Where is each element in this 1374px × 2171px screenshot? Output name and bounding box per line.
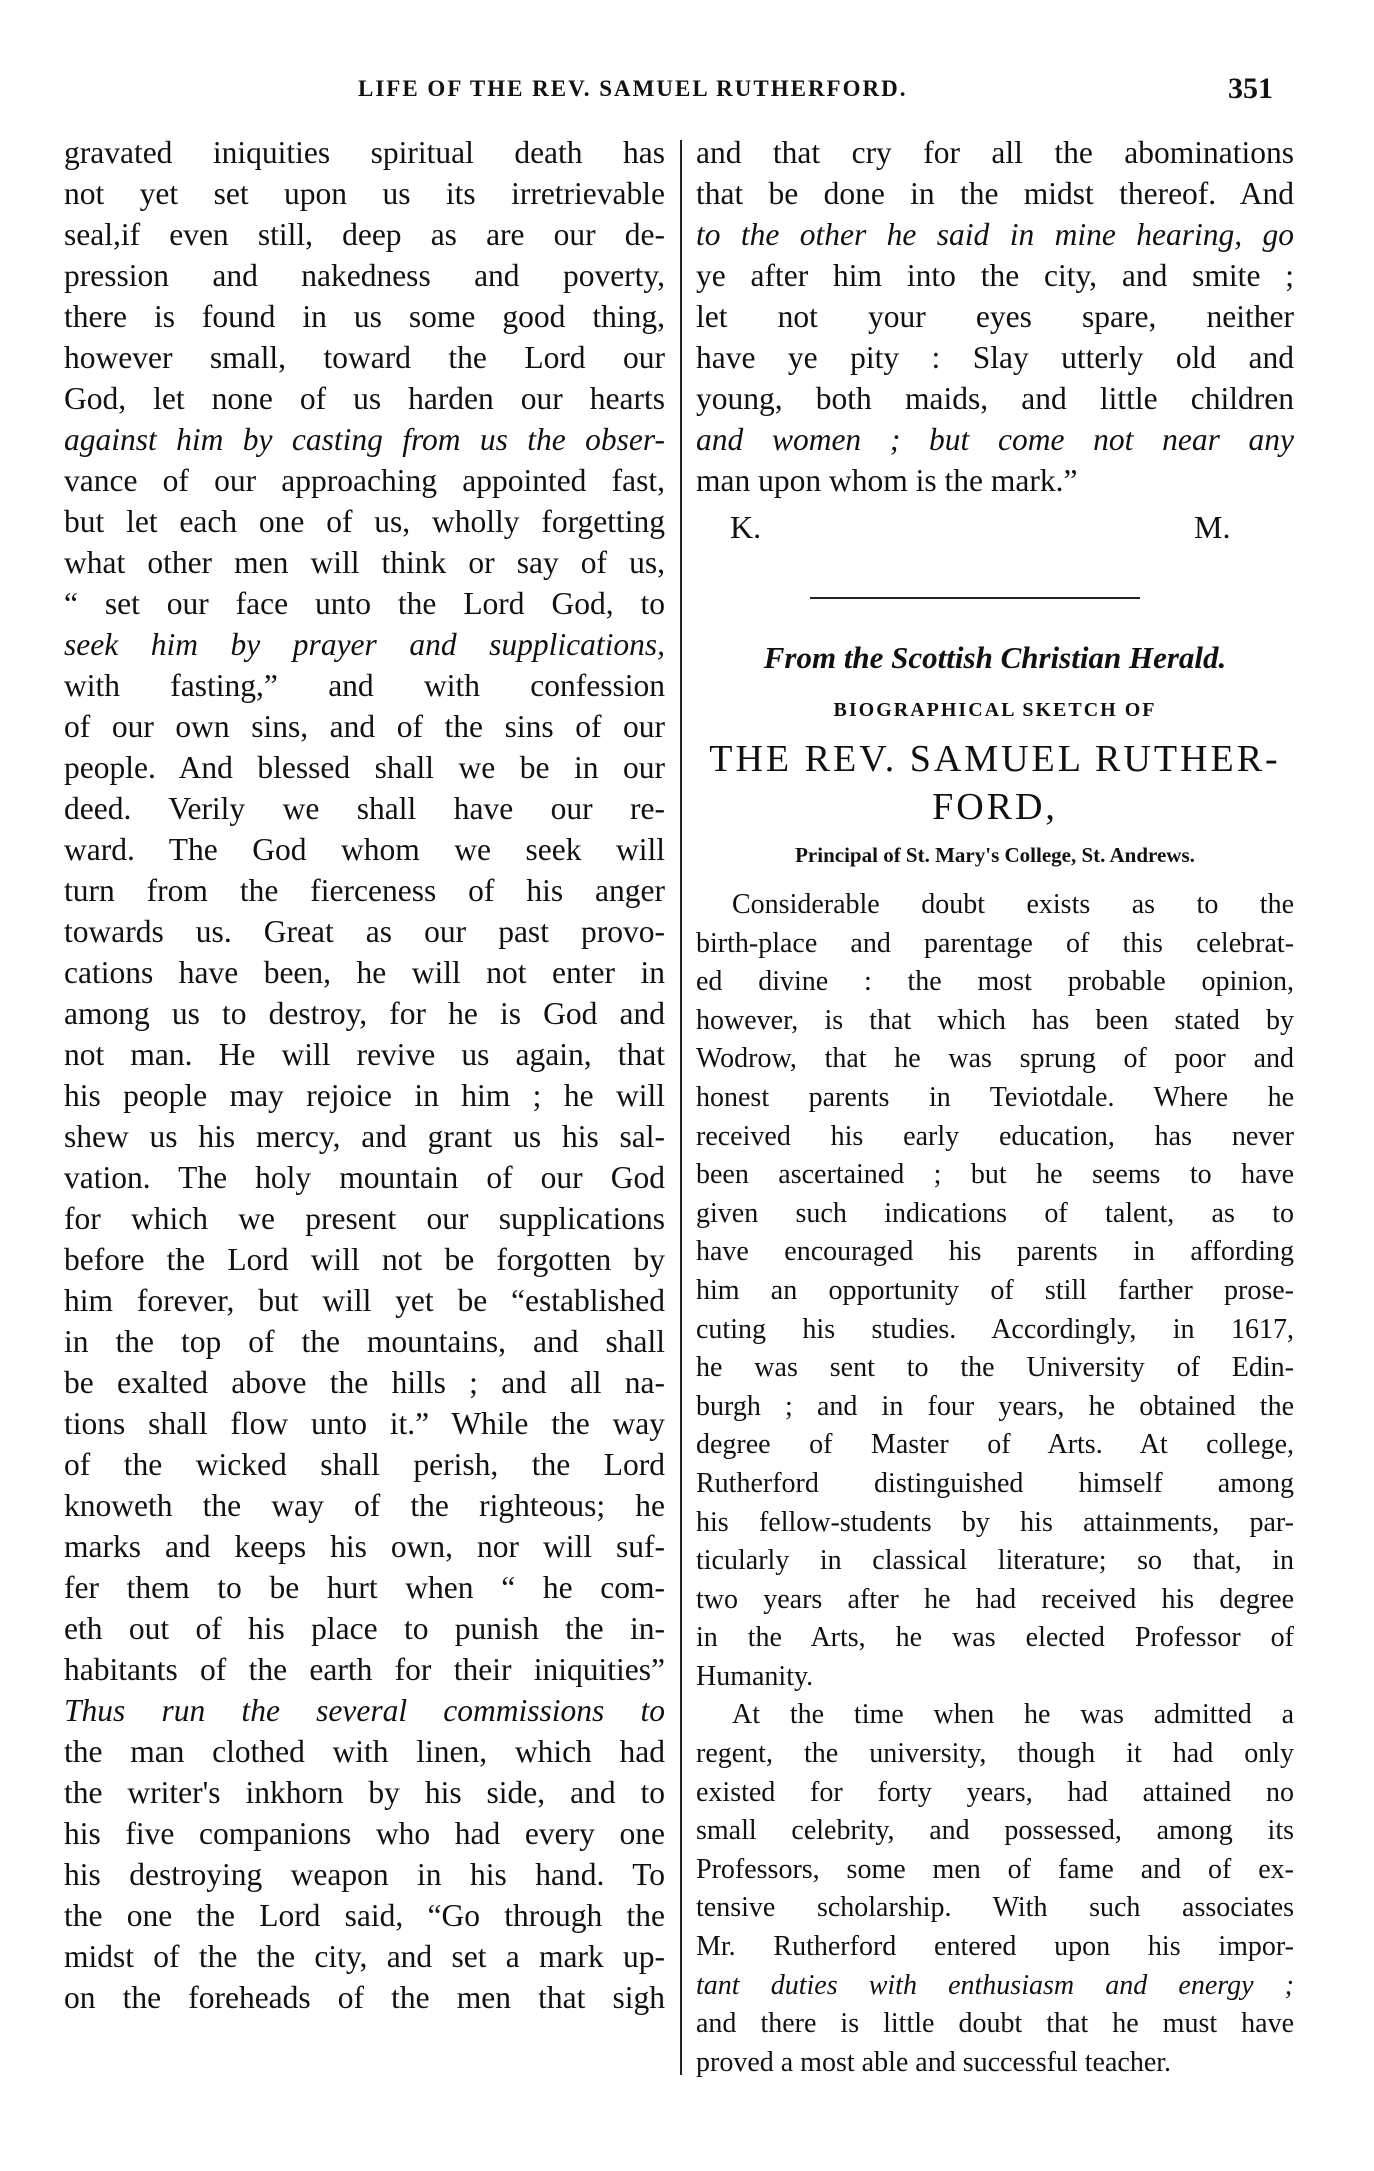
text-line: cations have been, he will not enter in bbox=[64, 955, 665, 990]
text-line: shew us his mercy, and grant us his sal- bbox=[64, 1119, 665, 1154]
text-line: let not your eyes spare, neither bbox=[696, 299, 1294, 334]
text-line: Considerable doubt exists as to the bbox=[732, 889, 1294, 920]
text-line: the one the Lord said, “Go through the bbox=[64, 1898, 665, 1933]
text-line: him forever, but will yet be “established bbox=[64, 1283, 665, 1318]
text-line: fer them to be hurt when “ he com- bbox=[64, 1570, 665, 1605]
text-line: of the wicked shall perish, the Lord bbox=[64, 1447, 665, 1482]
text-line: tensive scholarship. With such associates bbox=[696, 1892, 1294, 1924]
text-line: in the top of the mountains, and shall bbox=[64, 1324, 665, 1359]
text-line: Wodrow, that he was sprung of poor and bbox=[696, 1043, 1294, 1075]
text-line: seek him by prayer and supplications, bbox=[64, 627, 665, 662]
left-column bbox=[64, 132, 665, 2018]
text-line: burgh ; and in four years, he obtained the bbox=[696, 1390, 1294, 1422]
text-line: midst of the the city, and set a mark up- bbox=[64, 1939, 665, 1974]
text-line: and that cry for all the abominations bbox=[696, 135, 1294, 170]
text-line: and women ; but come not near any bbox=[696, 422, 1294, 457]
text-line: Professors, some men of fame and of ex- bbox=[696, 1853, 1294, 1885]
running-head: LIFE OF THE REV. SAMUEL RUTHERFORD. bbox=[358, 76, 908, 101]
column-divider bbox=[680, 140, 682, 2075]
text-line: be exalted above the hills ; and all na- bbox=[64, 1365, 665, 1400]
text-line: young, both maids, and little children bbox=[696, 381, 1294, 416]
source-attribution: From the Scottish Christian Herald. bbox=[763, 640, 1227, 675]
page-header bbox=[0, 72, 1374, 116]
text-line: eth out of his place to punish the in- bbox=[64, 1611, 665, 1646]
text-line: small celebrity, and possessed, among its bbox=[696, 1815, 1294, 1847]
text-line: to the other he said in mine hearing, go bbox=[696, 217, 1294, 252]
right-column bbox=[696, 132, 1294, 2082]
text-line: two years after he had received his degree bbox=[696, 1583, 1294, 1615]
text-line: what other men will think or say of us, bbox=[64, 545, 665, 580]
text-line: but let each one of us, wholly forgetting bbox=[64, 504, 665, 539]
text-line: honest parents in Teviotdale. Where he bbox=[696, 1081, 1294, 1113]
text-line: vance of our approaching appointed fast, bbox=[64, 463, 665, 498]
text-line: ticularly in classical literature; so that, in bbox=[696, 1545, 1294, 1577]
text-line: tions shall flow unto it.” While the way bbox=[64, 1406, 665, 1441]
text-line: knoweth the way of the righteous; he bbox=[64, 1488, 665, 1523]
text-line: Humanity. bbox=[696, 1660, 814, 1692]
text-line: of our own sins, and of the sins of our bbox=[64, 709, 665, 744]
text-line: degree of Master of Arts. At college, bbox=[696, 1429, 1294, 1461]
text-line: his destroying weapon in his hand. To bbox=[64, 1857, 665, 1892]
text-line: received his early education, has never bbox=[696, 1120, 1294, 1152]
text-line: cuting his studies. Accordingly, in 1617, bbox=[696, 1313, 1294, 1345]
text-line: him an opportunity of still farther prose- bbox=[696, 1274, 1294, 1306]
text-line: vation. The holy mountain of our God bbox=[64, 1160, 665, 1195]
text-line: deed. Verily we shall have our re- bbox=[64, 791, 665, 826]
text-line: gravated iniquities spiritual death has bbox=[64, 135, 665, 170]
text-line: “ set our face unto the Lord God, to bbox=[64, 586, 665, 621]
text-line: not yet set upon us its irretrievable bbox=[64, 176, 665, 211]
page-number: 351 bbox=[1228, 72, 1273, 105]
text-line: given such indications of talent, as to bbox=[696, 1197, 1294, 1229]
text-line: existed for forty years, had attained no bbox=[696, 1776, 1294, 1808]
text-line: turn from the fierceness of his anger bbox=[64, 873, 665, 908]
article-title-line-1: THE REV. SAMUEL RUTHER- bbox=[709, 738, 1281, 780]
text-line: with fasting,” and with confession bbox=[64, 668, 665, 703]
text-line: seal,if even still, deep as are our de- bbox=[64, 217, 665, 252]
text-line: ye after him into the city, and smite ; bbox=[696, 258, 1294, 293]
text-line: regent, the university, though it had only bbox=[696, 1738, 1294, 1770]
text-line: his people may rejoice in him ; he will bbox=[64, 1078, 665, 1113]
text-line: habitants of the earth for their iniquities” bbox=[64, 1652, 665, 1687]
section-rule bbox=[810, 597, 1140, 599]
text-line: have encouraged his parents in affording bbox=[696, 1236, 1294, 1268]
text-line: among us to destroy, for he is God and bbox=[64, 996, 665, 1031]
text-line: however small, toward the Lord our bbox=[64, 340, 665, 375]
text-line: At the time when he was admitted a bbox=[732, 1699, 1294, 1731]
signature-m: M. bbox=[1194, 509, 1231, 545]
text-line: however, is that which has been stated by bbox=[696, 1004, 1294, 1036]
text-line: in the Arts, he was elected Professor of bbox=[696, 1622, 1294, 1654]
text-line: his fellow-students by his attainments, par- bbox=[696, 1506, 1294, 1538]
text-line: that be done in the midst thereof. And bbox=[696, 176, 1294, 211]
text-line: the man clothed with linen, which had bbox=[64, 1734, 665, 1769]
text-line: before the Lord will not be forgotten by bbox=[64, 1242, 665, 1277]
text-line: tant duties with enthusiasm and energy ; bbox=[696, 1969, 1294, 2001]
text-line: and there is little doubt that he must have bbox=[696, 2008, 1294, 2040]
text-line: not man. He will revive us again, that bbox=[64, 1037, 665, 1072]
text-line: people. And blessed shall we be in our bbox=[64, 750, 665, 785]
text-line: birth-place and parentage of this celebrat- bbox=[696, 927, 1294, 959]
section-label: BIOGRAPHICAL SKETCH OF bbox=[833, 699, 1157, 721]
text-line: pression and nakedness and poverty, bbox=[64, 258, 665, 293]
text-line: against him by casting from us the obser- bbox=[64, 422, 665, 457]
text-line: man upon whom is the mark.” bbox=[696, 463, 1078, 498]
text-line: he was sent to the University of Edin- bbox=[696, 1352, 1294, 1384]
text-line: God, let none of us harden our hearts bbox=[64, 381, 665, 416]
article-body bbox=[696, 886, 1294, 2082]
article-title-line-2: FORD, bbox=[932, 786, 1058, 828]
text-line: marks and keeps his own, nor will suf- bbox=[64, 1529, 665, 1564]
text-line: there is found in us some good thing, bbox=[64, 299, 665, 334]
text-line: the writer's inkhorn by his side, and to bbox=[64, 1775, 665, 1810]
text-line: for which we present our supplications bbox=[64, 1201, 665, 1236]
text-line: ed divine : the most probable opinion, bbox=[696, 966, 1294, 998]
article-subtitle: Principal of St. Mary's College, St. Andrews. bbox=[795, 843, 1195, 867]
signatures bbox=[696, 501, 1294, 553]
text-line: his five companions who had every one bbox=[64, 1816, 665, 1851]
text-line: have ye pity : Slay utterly old and bbox=[696, 340, 1294, 375]
text-line: been ascertained ; but he seems to have bbox=[696, 1159, 1294, 1191]
text-line: Thus run the several commissions to bbox=[64, 1693, 665, 1728]
text-line: on the foreheads of the men that sigh bbox=[64, 1980, 665, 2015]
text-line: ward. The God whom we seek will bbox=[64, 832, 665, 867]
signature-k: K. bbox=[730, 509, 762, 545]
text-line: towards us. Great as our past provo- bbox=[64, 914, 665, 949]
text-line: proved a most able and successful teacher. bbox=[696, 2046, 1172, 2078]
text-line: Mr. Rutherford entered upon his impor- bbox=[696, 1931, 1294, 1963]
text-line: Rutherford distinguished himself among bbox=[696, 1467, 1294, 1499]
